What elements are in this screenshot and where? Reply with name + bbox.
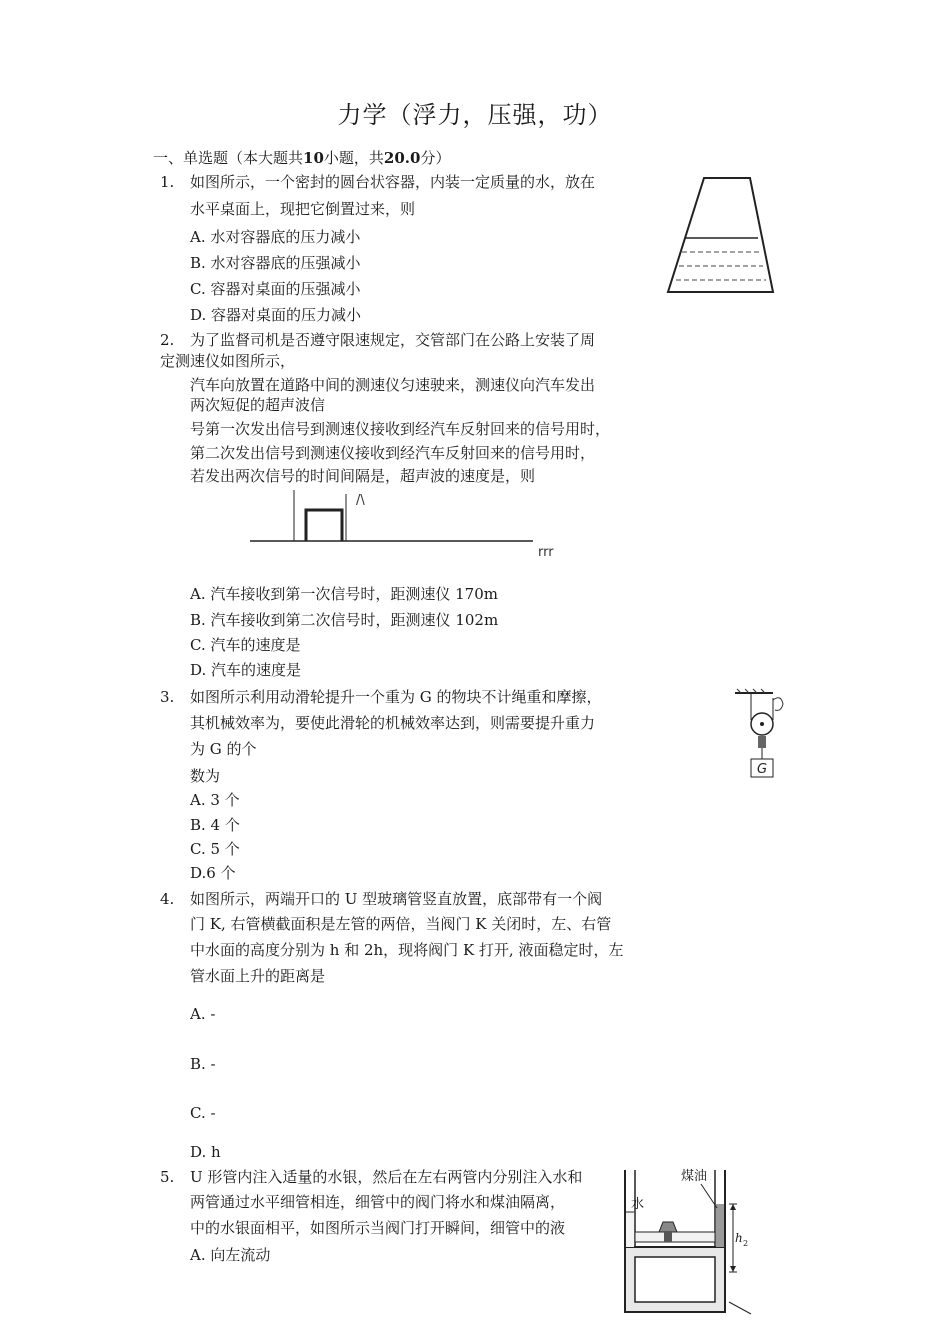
figure-label: 煤油 xyxy=(681,1169,708,1184)
question-number: 2. xyxy=(160,331,175,349)
question-text: 汽车向放置在道路中间的测速仪匀速驶来，测速仪向汽车发出 xyxy=(190,376,596,394)
option-d: D. h xyxy=(190,1143,221,1161)
figure-label: rrr xyxy=(538,545,554,560)
question-text: 定测速仪如图所示， xyxy=(160,352,296,370)
frustum-container-figure xyxy=(660,172,780,297)
option-a: A. 向左流动 xyxy=(190,1246,271,1264)
question-text: 两管通过水平细管相连，细管中的阀门将水和煤油隔离， xyxy=(190,1193,566,1211)
question-text: 为 G 的个 xyxy=(190,740,257,758)
question-text: 中的水银面相平，如图所示当阀门打开瞬间，细管中的液 xyxy=(190,1219,566,1237)
option-c: C. 容器对桌面的压强减小 xyxy=(190,280,361,298)
question-text: 管水面上升的距离是 xyxy=(190,967,326,985)
option-b: B. - xyxy=(190,1055,216,1073)
question-text: 若发出两次信号的时间间隔是，超声波的速度是，则 xyxy=(190,467,536,485)
u-tube-figure xyxy=(605,1162,765,1322)
figure-label: /\ xyxy=(356,493,365,508)
option-d: D. 汽车的速度是 xyxy=(190,661,302,679)
page-title: 力学（浮力，压强，功） xyxy=(337,101,613,129)
question-number: 3. xyxy=(160,688,175,706)
option-c: C. - xyxy=(190,1104,216,1122)
question-text: 如图所示，两端开口的 U 型玻璃管竖直放置，底部带有一个阀 xyxy=(190,890,603,908)
question-text: 门 K, 右管横截面积是左管的两倍，当阀门 K 关闭时，左、右管 xyxy=(190,915,612,933)
option-a: A. 水对容器底的压力减小 xyxy=(190,228,361,246)
question-text: 中水面的高度分别为 h 和 2h，现将阀门 K 打开, 液面稳定时，左 xyxy=(190,941,624,959)
question-number: 4. xyxy=(160,890,175,908)
question-number: 1. xyxy=(160,173,175,191)
question-text: 号第一次发出信号到测速仪接收到经汽车反射回来的信号用时， xyxy=(190,420,611,438)
figure-label: G xyxy=(757,762,768,777)
option-b: B. 4 个 xyxy=(190,816,240,834)
question-text: 第二次发出信号到测速仪接收到经汽车反射回来的信号用时， xyxy=(190,444,596,462)
option-b: B. 汽车接收到第二次信号时，距测速仪 102m xyxy=(190,611,499,629)
figure-label: 2 xyxy=(743,1239,749,1248)
option-a: A. 3 个 xyxy=(190,791,240,809)
question-text: 如图所示利用动滑轮提升一个重为 G 的物块不计绳重和摩擦， xyxy=(190,688,602,706)
figure-label: 水 xyxy=(631,1197,645,1212)
question-text: 其机械效率为，要使此滑轮的机械效率达到，则需要提升重力 xyxy=(190,714,596,732)
option-c: C. 5 个 xyxy=(190,840,240,858)
option-c: C. 汽车的速度是 xyxy=(190,636,301,654)
option-d: D. 容器对桌面的压力减小 xyxy=(190,306,362,324)
option-d: D.6 个 xyxy=(190,864,236,882)
question-text: U 形管内注入适量的水银，然后在左右两管内分别注入水和 xyxy=(190,1168,583,1186)
question-text: 两次短促的超声波信 xyxy=(190,396,326,414)
question-number: 5. xyxy=(160,1168,175,1186)
option-a: A. 汽车接收到第一次信号时，距测速仪 170m xyxy=(190,585,498,603)
speed-radar-figure xyxy=(248,490,568,560)
figure-label: h xyxy=(735,1231,743,1245)
option-b: B. 水对容器底的压强减小 xyxy=(190,254,361,272)
question-text: 数为 xyxy=(190,767,221,785)
question-text: 水平桌面上，现把它倒置过来，则 xyxy=(190,200,416,218)
section-header: 一、单选题（本大题共10小题，共20.0分） xyxy=(153,149,451,167)
option-a: A. - xyxy=(190,1005,216,1023)
question-text: 如图所示，一个密封的圆台状容器，内装一定质量的水，放在 xyxy=(190,173,596,191)
pulley-figure xyxy=(733,688,793,783)
question-text: 为了监督司机是否遵守限速规定，交管部门在公路上安装了周 xyxy=(190,331,596,349)
